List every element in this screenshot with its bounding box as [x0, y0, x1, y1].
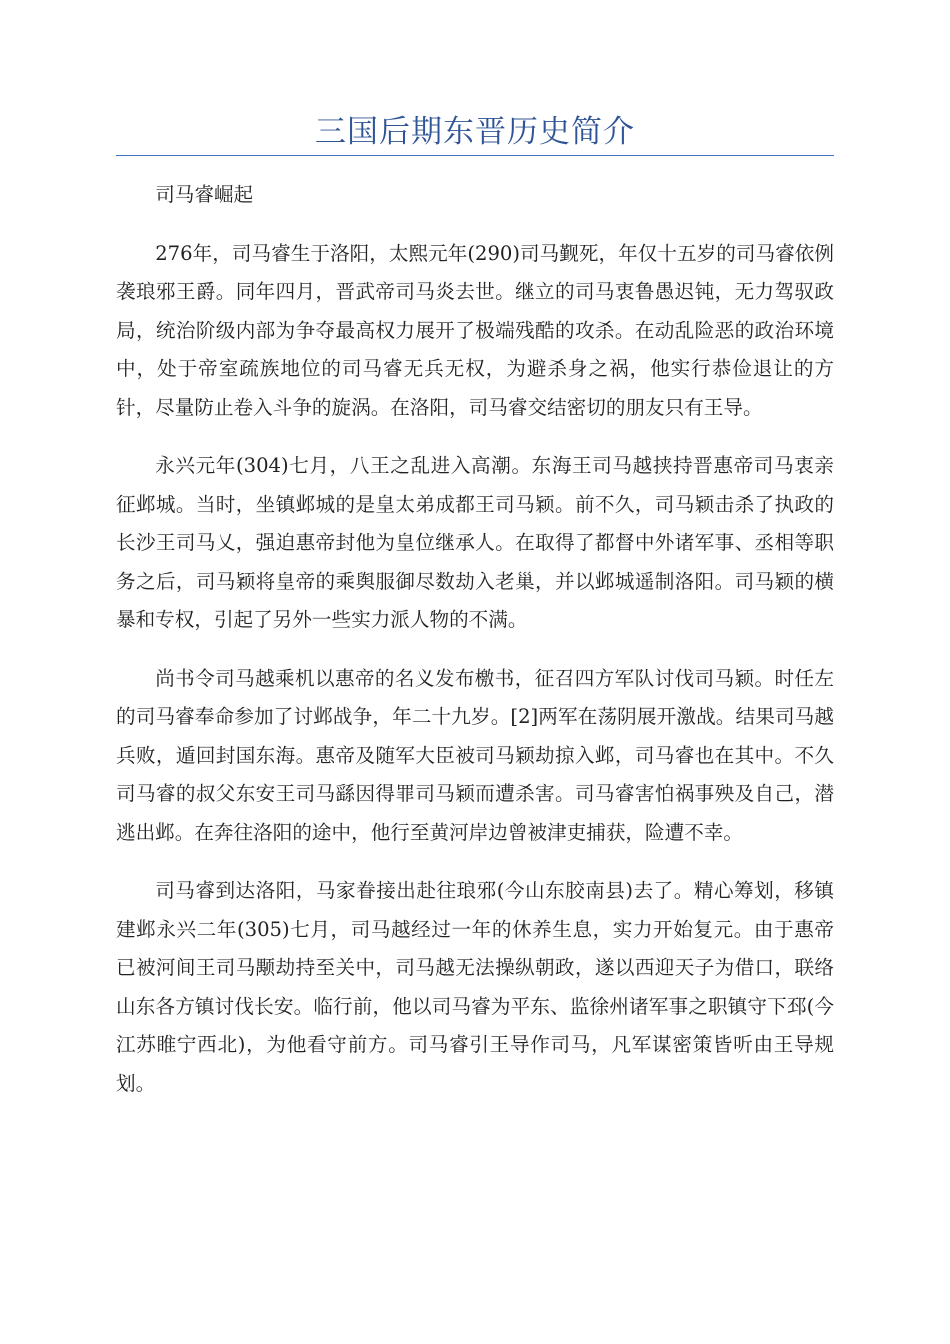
document-title: 三国后期东晋历史简介 [315, 114, 635, 150]
document-body [116, 176, 834, 1123]
paragraph-3: 尚书令司马越乘机以惠帝的名义发布檄书，征召四方军队讨伐司马颖。时任左的司马睿奉命参加了讨邺战争，年二十九岁。[2]两军在荡阴展开激战。结果司马越兵败，遁回封国东海。惠帝及随军大臣被司马颖劫掠入邺，司马睿也在其中。不久司马睿的叔父东安王司马繇因得罪司马颖而遭杀害。司马睿害怕祸事殃及自己，潜逃出邺。在奔往洛阳的途中，他行至黄河岸边曾被津吏捕获，险遭不幸。 [116, 666, 834, 844]
paragraph-4: 司马睿到达洛阳，马家眷接出赴往琅邪(今山东胶南县)去了。精心筹划，移镇建邺永兴二年(305)七月，司马越经过一年的休养生息，实力开始复元。由于惠帝已被河间王司马颙劫持至关中，司马越无法操纵朝政，遂以西迎天子为借口，联络山东各方镇讨伐长安。临行前，他以司马睿为平东、监徐州诸军事之职镇守下邳(今江苏睢宁西北)，为他看守前方。司马睿引王导作司马，凡军谋密策皆听由王导规划。 [116, 879, 834, 1095]
paragraph-1: 276年，司马睿生于洛阳，太熙元年(290)司马觐死，年仅十五岁的司马睿依例袭琅邪王爵。同年四月，晋武帝司马炎去世。继立的司马衷鲁愚迟钝，无力驾驭政局，统治阶级内部为争夺最高权力展开了极端残酷的攻杀。在动乱险恶的政治环境中，处于帝室疏族地位的司马睿无兵无权，为避杀身之祸，他实行恭俭退让的方针，尽量防止卷入斗争的旋涡。在洛阳，司马睿交结密切的朋友只有王导。 [116, 241, 834, 419]
paragraph-2: 永兴元年(304)七月，八王之乱进入高潮。东海王司马越挟持晋惠帝司马衷亲征邺城。当时，坐镇邺城的是皇太弟成都王司马颖。前不久，司马颖击杀了执政的长沙王司马乂，强迫惠帝封他为皇位继承人。在取得了都督中外诸军事、丞相等职务之后，司马颖将皇帝的乘舆服御尽数劫入老巢，并以邺城遥制洛阳。司马颖的横暴和专权，引起了另外一些实力派人物的不满。 [116, 454, 834, 631]
title-underline [116, 155, 834, 156]
section-heading: 司马睿崛起 [155, 183, 254, 206]
